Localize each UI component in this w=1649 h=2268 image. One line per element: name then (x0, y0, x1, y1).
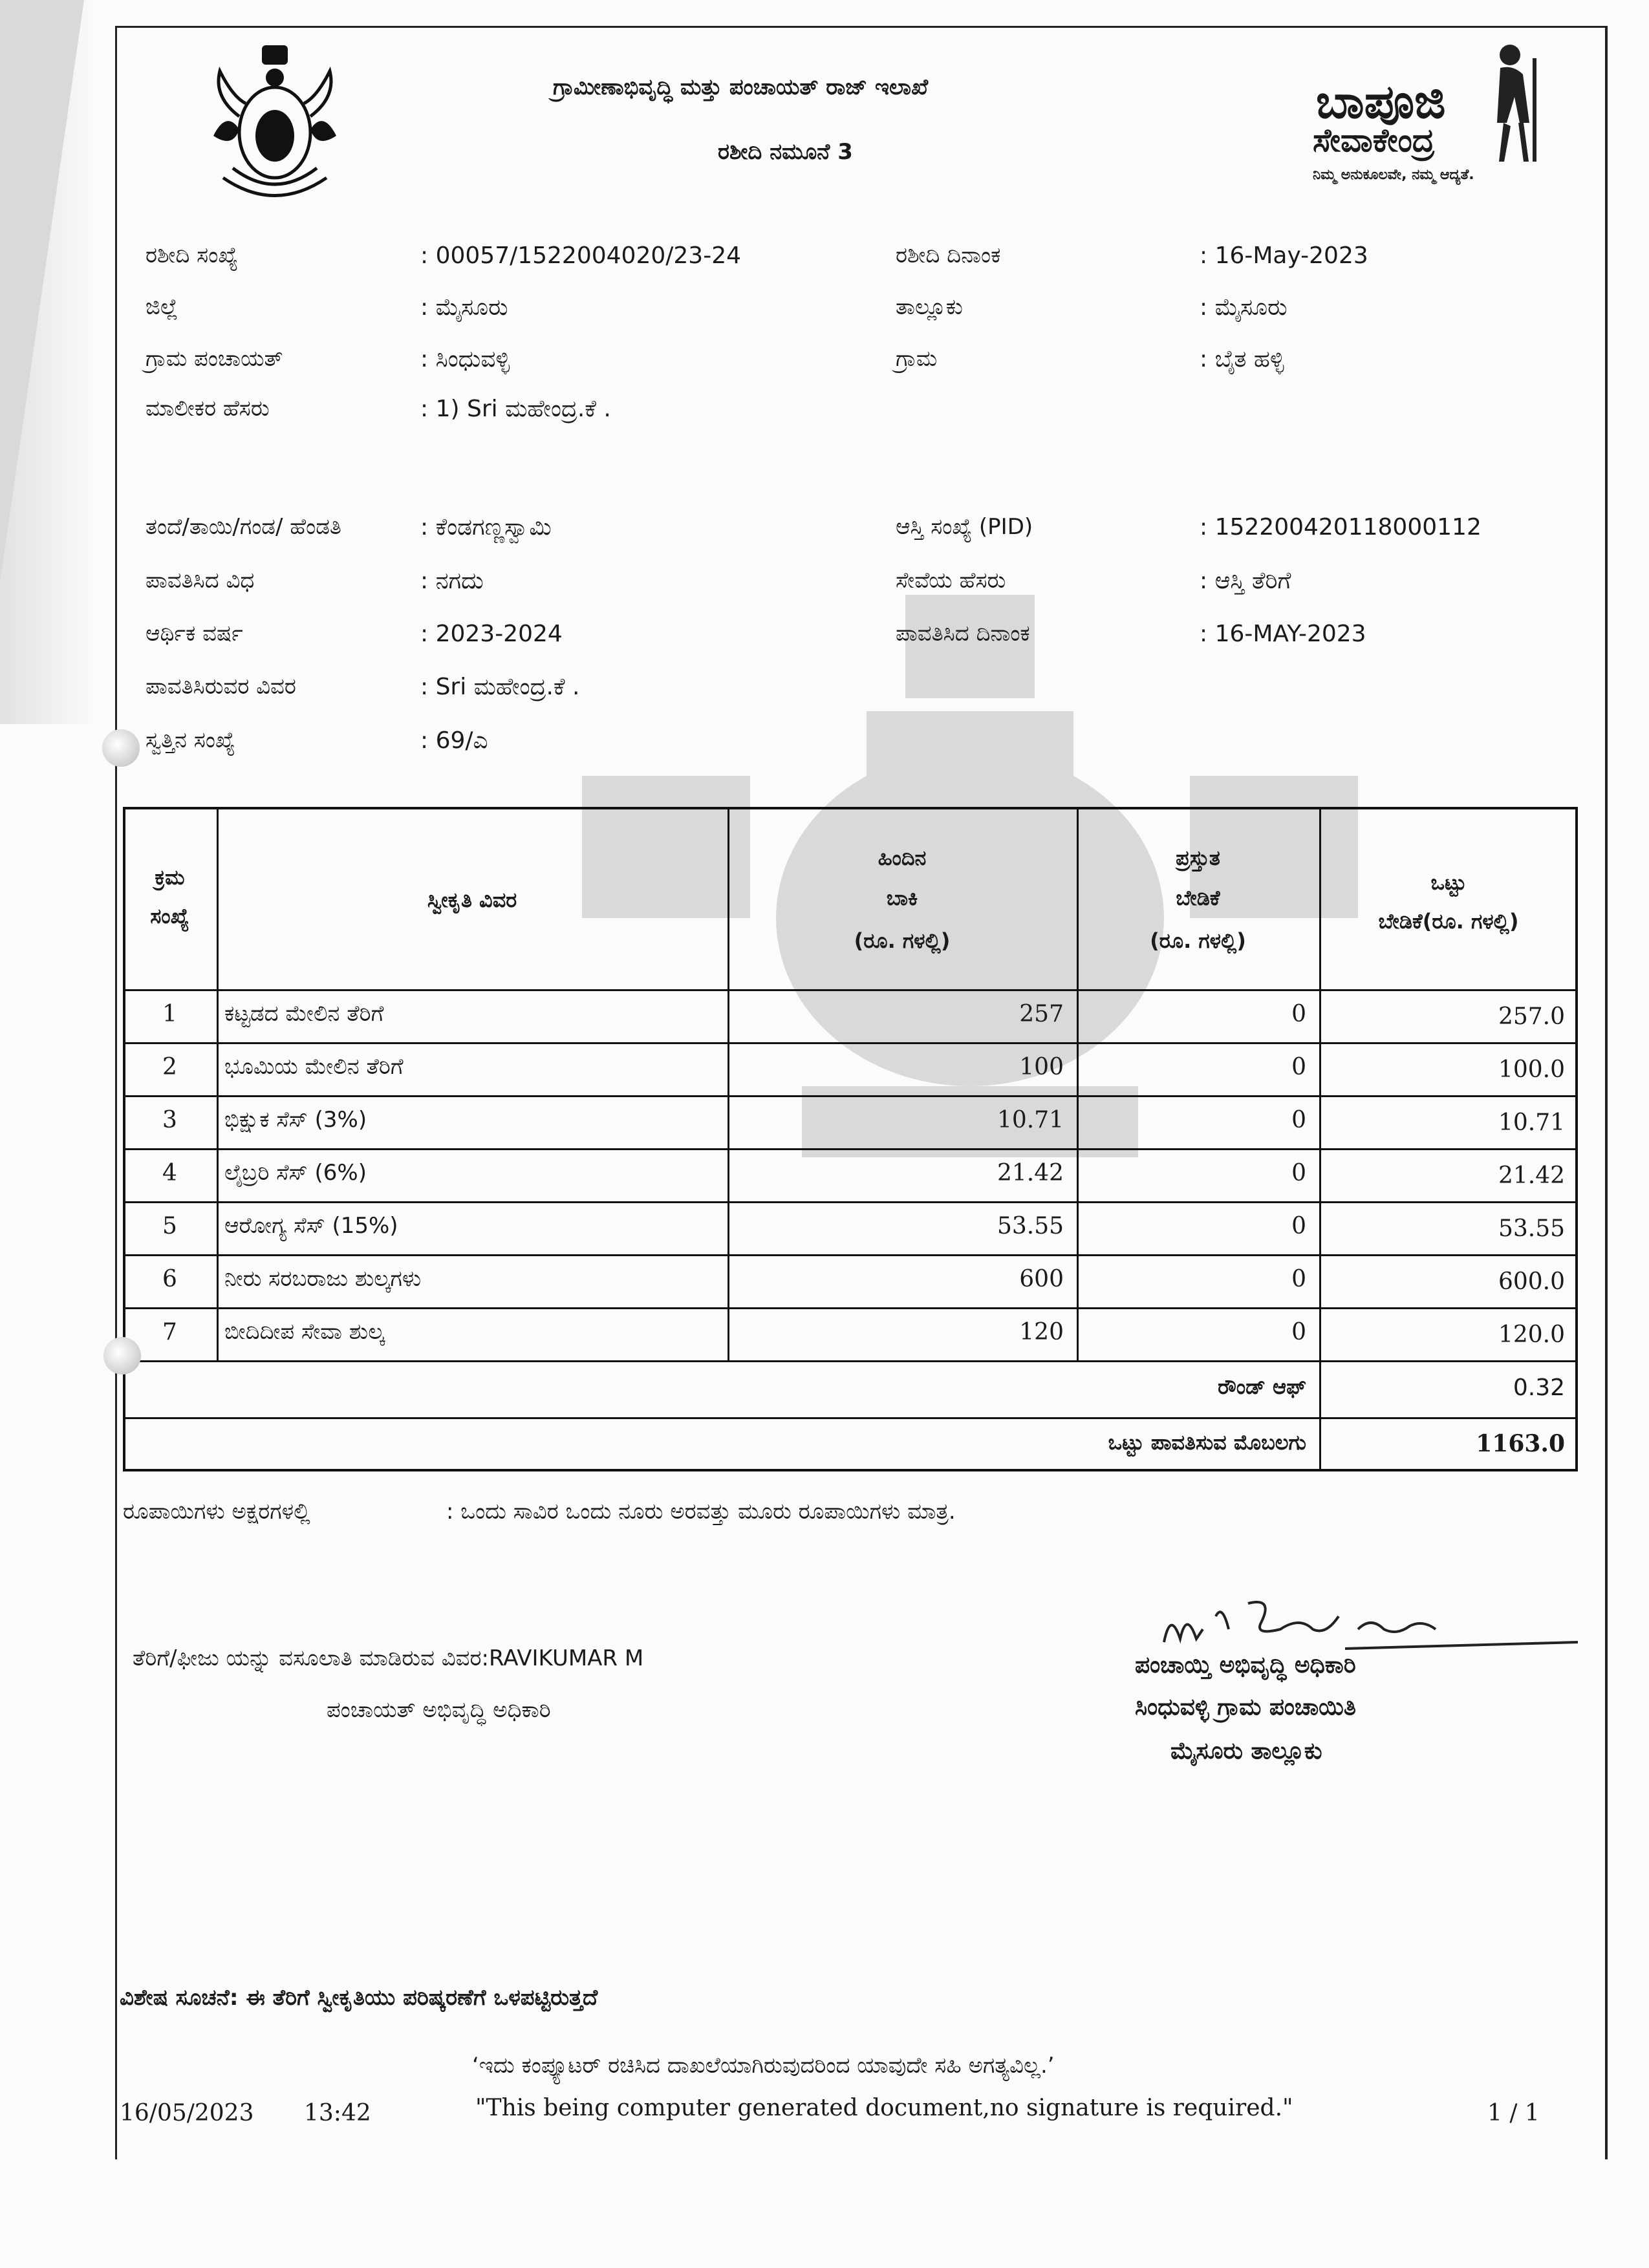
tax-receipt-table (123, 807, 1578, 1473)
row-serial: 3 (162, 1107, 177, 1133)
table-horizontal-rule (123, 1042, 1578, 1044)
push-pin-icon (102, 729, 140, 767)
row-current-demand: 0 (1291, 1107, 1306, 1133)
table-horizontal-rule (123, 807, 1578, 809)
row-description: ಆರೋಗ್ಯ ಸೆಸ್ (15%) (224, 1213, 398, 1239)
table-horizontal-rule (123, 1095, 1578, 1097)
row-previous-balance: 21.42 (997, 1160, 1064, 1186)
field-value: : ಬೈತ ಹಳ್ಳಿ (1200, 346, 1284, 372)
stamp-line-1: ಪಂಚಾಯ್ತಿ ಅಭಿವೃದ್ಧಿ ಅಧಿಕಾರಿ (1135, 1652, 1356, 1678)
header-current-demand: ಪ್ರಸ್ತುತ (1176, 846, 1220, 870)
table-horizontal-rule (123, 1307, 1578, 1309)
form-title: ರಶೀದಿ ನಮೂನೆ 3 (718, 139, 853, 165)
row-current-demand: 0 (1291, 1213, 1306, 1239)
round-off-value: 0.32 (1513, 1375, 1565, 1401)
field-value: : ಸಿಂಧುವಳ್ಳಿ (420, 346, 510, 372)
field-label: ಮಾಲೀಕರ ಹೆಸರು (146, 396, 270, 422)
page-number: 1 / 1 (1487, 2100, 1540, 2126)
field-value: : 16-May-2023 (1200, 242, 1368, 269)
field-value: : Sri ಮಹೇಂದ್ರ.ಕೆ . (420, 674, 580, 700)
row-previous-balance: 600 (1019, 1266, 1064, 1292)
row-serial: 1 (162, 1001, 177, 1027)
field-label: ಸೇವೆಯ ಹೆಸರು (896, 568, 1006, 594)
row-current-demand: 0 (1291, 1319, 1306, 1345)
department-title: ಗ್ರಾಮೀಣಾಭಿವೃದ್ಧಿ ಮತ್ತು ಪಂಚಾಯತ್ ರಾಜ್ ಇಲಾಖೆ (553, 74, 929, 100)
table-horizontal-rule (123, 1148, 1578, 1150)
table-horizontal-rule (123, 1201, 1578, 1203)
field-value: : 152200420118000112 (1200, 514, 1482, 540)
row-previous-balance: 120 (1019, 1319, 1064, 1345)
row-current-demand: 0 (1291, 1266, 1306, 1292)
field-value: : ಮೈಸೂರು (1200, 294, 1288, 321)
header-serial: ಕ್ರಮ (155, 865, 185, 890)
row-serial: 6 (162, 1266, 177, 1292)
field-value: : ಕೆಂಡಗಣ್ಣಸ್ವಾಮಿ (420, 514, 552, 540)
field-label: ಪಾವತಿಸಿದ ದಿನಾಂಕ (896, 621, 1030, 647)
row-serial: 7 (162, 1319, 177, 1345)
row-previous-balance: 100 (1019, 1054, 1064, 1080)
top-border (115, 26, 1608, 28)
field-label: ಗ್ರಾಮ (896, 346, 938, 372)
table-horizontal-rule (123, 1469, 1578, 1471)
header-total-demand: ಬೇಡಿಕೆ(ರೂ. ಗಳಲ್ಲಿ) (1378, 909, 1519, 934)
field-label: ತಂದೆ/ತಾಯಿ/ಗಂಡ/ ಹೆಂಡತಿ (146, 514, 341, 540)
field-value: : 1) Sri ಮಹೇಂದ್ರ.ಕೆ . (420, 396, 611, 422)
row-total: 120.0 (1498, 1321, 1565, 1348)
karnataka-emblem-icon (194, 39, 356, 200)
row-current-demand: 0 (1291, 1054, 1306, 1080)
grand-total-label: ಒಟ್ಟು ಪಾವತಿಸುವ ಮೊಬಲಗು (1108, 1430, 1306, 1455)
row-serial: 5 (162, 1213, 177, 1239)
field-value: : 16-MAY-2023 (1200, 621, 1366, 647)
left-border (115, 26, 117, 2159)
header-serial: ಸಂಖ್ಯೆ (150, 904, 189, 928)
header-current-demand: (ರೂ. ಗಳಲ್ಲಿ) (1150, 928, 1246, 953)
row-description: ಲೈಬ್ರರಿ ಸೆಸ್ (6%) (224, 1160, 367, 1186)
row-description: ಬೀದಿದೀಪ ಸೇವಾ ಶುಲ್ಕ (224, 1319, 385, 1345)
field-label: ಪಾವತಿಸಿದ ವಿಧ (146, 568, 255, 594)
header-previous-balance: ಹಿಂದಿನ (878, 846, 927, 870)
field-label: ತಾಲ್ಲೂಕು (896, 294, 963, 320)
row-total: 10.71 (1498, 1109, 1565, 1136)
row-total: 100.0 (1498, 1056, 1565, 1083)
row-description: ಭೂಮಿಯ ಮೇಲಿನ ತೆರಿಗೆ (224, 1054, 404, 1080)
special-note: ವಿಶೇಷ ಸೂಚನೆ: ಈ ತೆರಿಗೆ ಸ್ವೀಕೃತಿಯು ಪರಿಷ್ಕರಣೆಗೆ ಒಳಪಟ್ಟಿರುತ್ತದೆ (120, 1985, 598, 2011)
amount-words-value: : ಒಂದು ಸಾವಿರ ಒಂದು ನೂರು ಅರವತ್ತು ಮೂರು ರೂಪಾಯಿಗಳು ಮಾತ್ರ. (446, 1499, 956, 1524)
table-horizontal-rule (123, 1417, 1578, 1419)
right-border (1605, 26, 1608, 2159)
stamp-line-2: ಸಿಂಧುವಳ್ಳಿ ಗ್ರಾಮ ಪಂಚಾಯಿತಿ (1135, 1694, 1356, 1720)
row-serial: 4 (162, 1160, 177, 1186)
row-description: ಕಟ್ಟಡದ ಮೇಲಿನ ತೆರಿಗೆ (224, 1001, 384, 1027)
round-off-label: ರೌಂಡ್ ಆಫ್ (1218, 1375, 1306, 1399)
computer-note-english: "This being computer generated document,no signature is required." (475, 2095, 1293, 2121)
row-total: 21.42 (1498, 1162, 1565, 1189)
field-value: : 69/ಎ (420, 727, 488, 754)
field-value: : 00057/1522004020/23-24 (420, 242, 742, 269)
collector-designation: ಪಂಚಾಯತ್ ಅಭಿವೃದ್ಧಿ ಅಧಿಕಾರಿ (327, 1697, 551, 1723)
field-label: ರಶೀದಿ ಸಂಖ್ಯೆ (146, 242, 239, 268)
table-horizontal-rule (123, 989, 1578, 991)
table-horizontal-rule (123, 1360, 1578, 1362)
field-label: ಜಿಲ್ಲೆ (146, 294, 178, 320)
field-value: : ನಗದು (420, 568, 484, 594)
row-current-demand: 0 (1291, 1160, 1306, 1186)
header-total-demand: ಒಟ್ಟು (1430, 870, 1467, 895)
amount-words-label: ರೂಪಾಯಿಗಳು ಅಕ್ಷರಗಳಲ್ಲಿ (123, 1499, 310, 1524)
field-value: : 2023-2024 (420, 621, 563, 647)
field-label: ಸ್ವತ್ತಿನ ಸಂಖ್ಯೆ (146, 727, 235, 753)
bapuji-logo-sub: ಸೇವಾಕೇಂದ್ರ (1313, 122, 1435, 159)
row-description: ಭಿಕ್ಷುಕ ಸೆಸ್ (3%) (224, 1107, 367, 1133)
row-serial: 2 (162, 1054, 177, 1080)
field-value: : ಆಸ್ತಿ ತೆರಿಗೆ (1200, 568, 1291, 594)
row-total: 257.0 (1498, 1003, 1565, 1030)
header-previous-balance: ಬಾಕಿ (886, 886, 918, 910)
collector-details: ತೆರಿಗೆ/ಫೀಜು ಯನ್ನು ವಸೂಲಾತಿ ಮಾಡಿರುವ ವಿವರ:RAVIKUMAR M (133, 1645, 644, 1671)
grand-total-value: 1163.0 (1476, 1430, 1565, 1457)
row-previous-balance: 257 (1019, 1001, 1064, 1027)
field-value: : ಮೈಸೂರು (420, 294, 508, 321)
row-total: 600.0 (1498, 1268, 1565, 1295)
field-label: ಪಾವತಿಸಿರುವರ ವಿವರ (146, 674, 296, 700)
bapuji-logo-tagline: ನಿಮ್ಮ ಅನುಕೂಲವೇ, ನಮ್ಮ ಆದ್ಯತೆ. (1313, 167, 1474, 183)
push-pin-icon (103, 1337, 141, 1375)
footer-date: 16/05/2023 (120, 2100, 254, 2126)
row-current-demand: 0 (1291, 1001, 1306, 1027)
bapuji-logo-name: ಬಾಪೂಜಿ (1316, 74, 1446, 129)
table-horizontal-rule (123, 1254, 1578, 1256)
computer-note-kannada: ‘ಇದು ಕಂಪ್ಯೂಟರ್ ರಚಿಸಿದ ದಾಖಲೆಯಾಗಿರುವುದರಿಂದ ಯಾವುದೇ ಸಹಿ ಅಗತ್ಯವಿಲ್ಲ.’ (472, 2053, 1055, 2079)
field-label: ಆಸ್ತಿ ಸಂಖ್ಯೆ (PID) (896, 514, 1033, 540)
row-previous-balance: 10.71 (997, 1107, 1064, 1133)
gandhi-figure-icon (1468, 39, 1558, 168)
page-corner-fold (0, 0, 84, 582)
field-label: ಗ್ರಾಮ ಪಂಚಾಯತ್ (146, 346, 283, 372)
footer-time: 13:42 (304, 2100, 371, 2126)
header-current-demand: ಬೇಡಿಕೆ (1176, 886, 1220, 910)
stamp-line-3: ಮೈಸೂರು ತಾಲ್ಲೂಕು (1170, 1738, 1322, 1764)
row-total: 53.55 (1498, 1215, 1565, 1242)
row-previous-balance: 53.55 (997, 1213, 1064, 1239)
field-label: ಆರ್ಥಿಕ ವರ್ಷ (146, 621, 243, 647)
field-label: ರಶೀದಿ ದಿನಾಂಕ (896, 242, 1001, 268)
header-description: ಸ್ವೀಕೃತಿ ವಿವರ (427, 888, 517, 912)
row-description: ನೀರು ಸರಬರಾಜು ಶುಲ್ಕಗಳು (224, 1266, 422, 1292)
header-previous-balance: (ರೂ. ಗಳಲ್ಲಿ) (854, 928, 951, 953)
